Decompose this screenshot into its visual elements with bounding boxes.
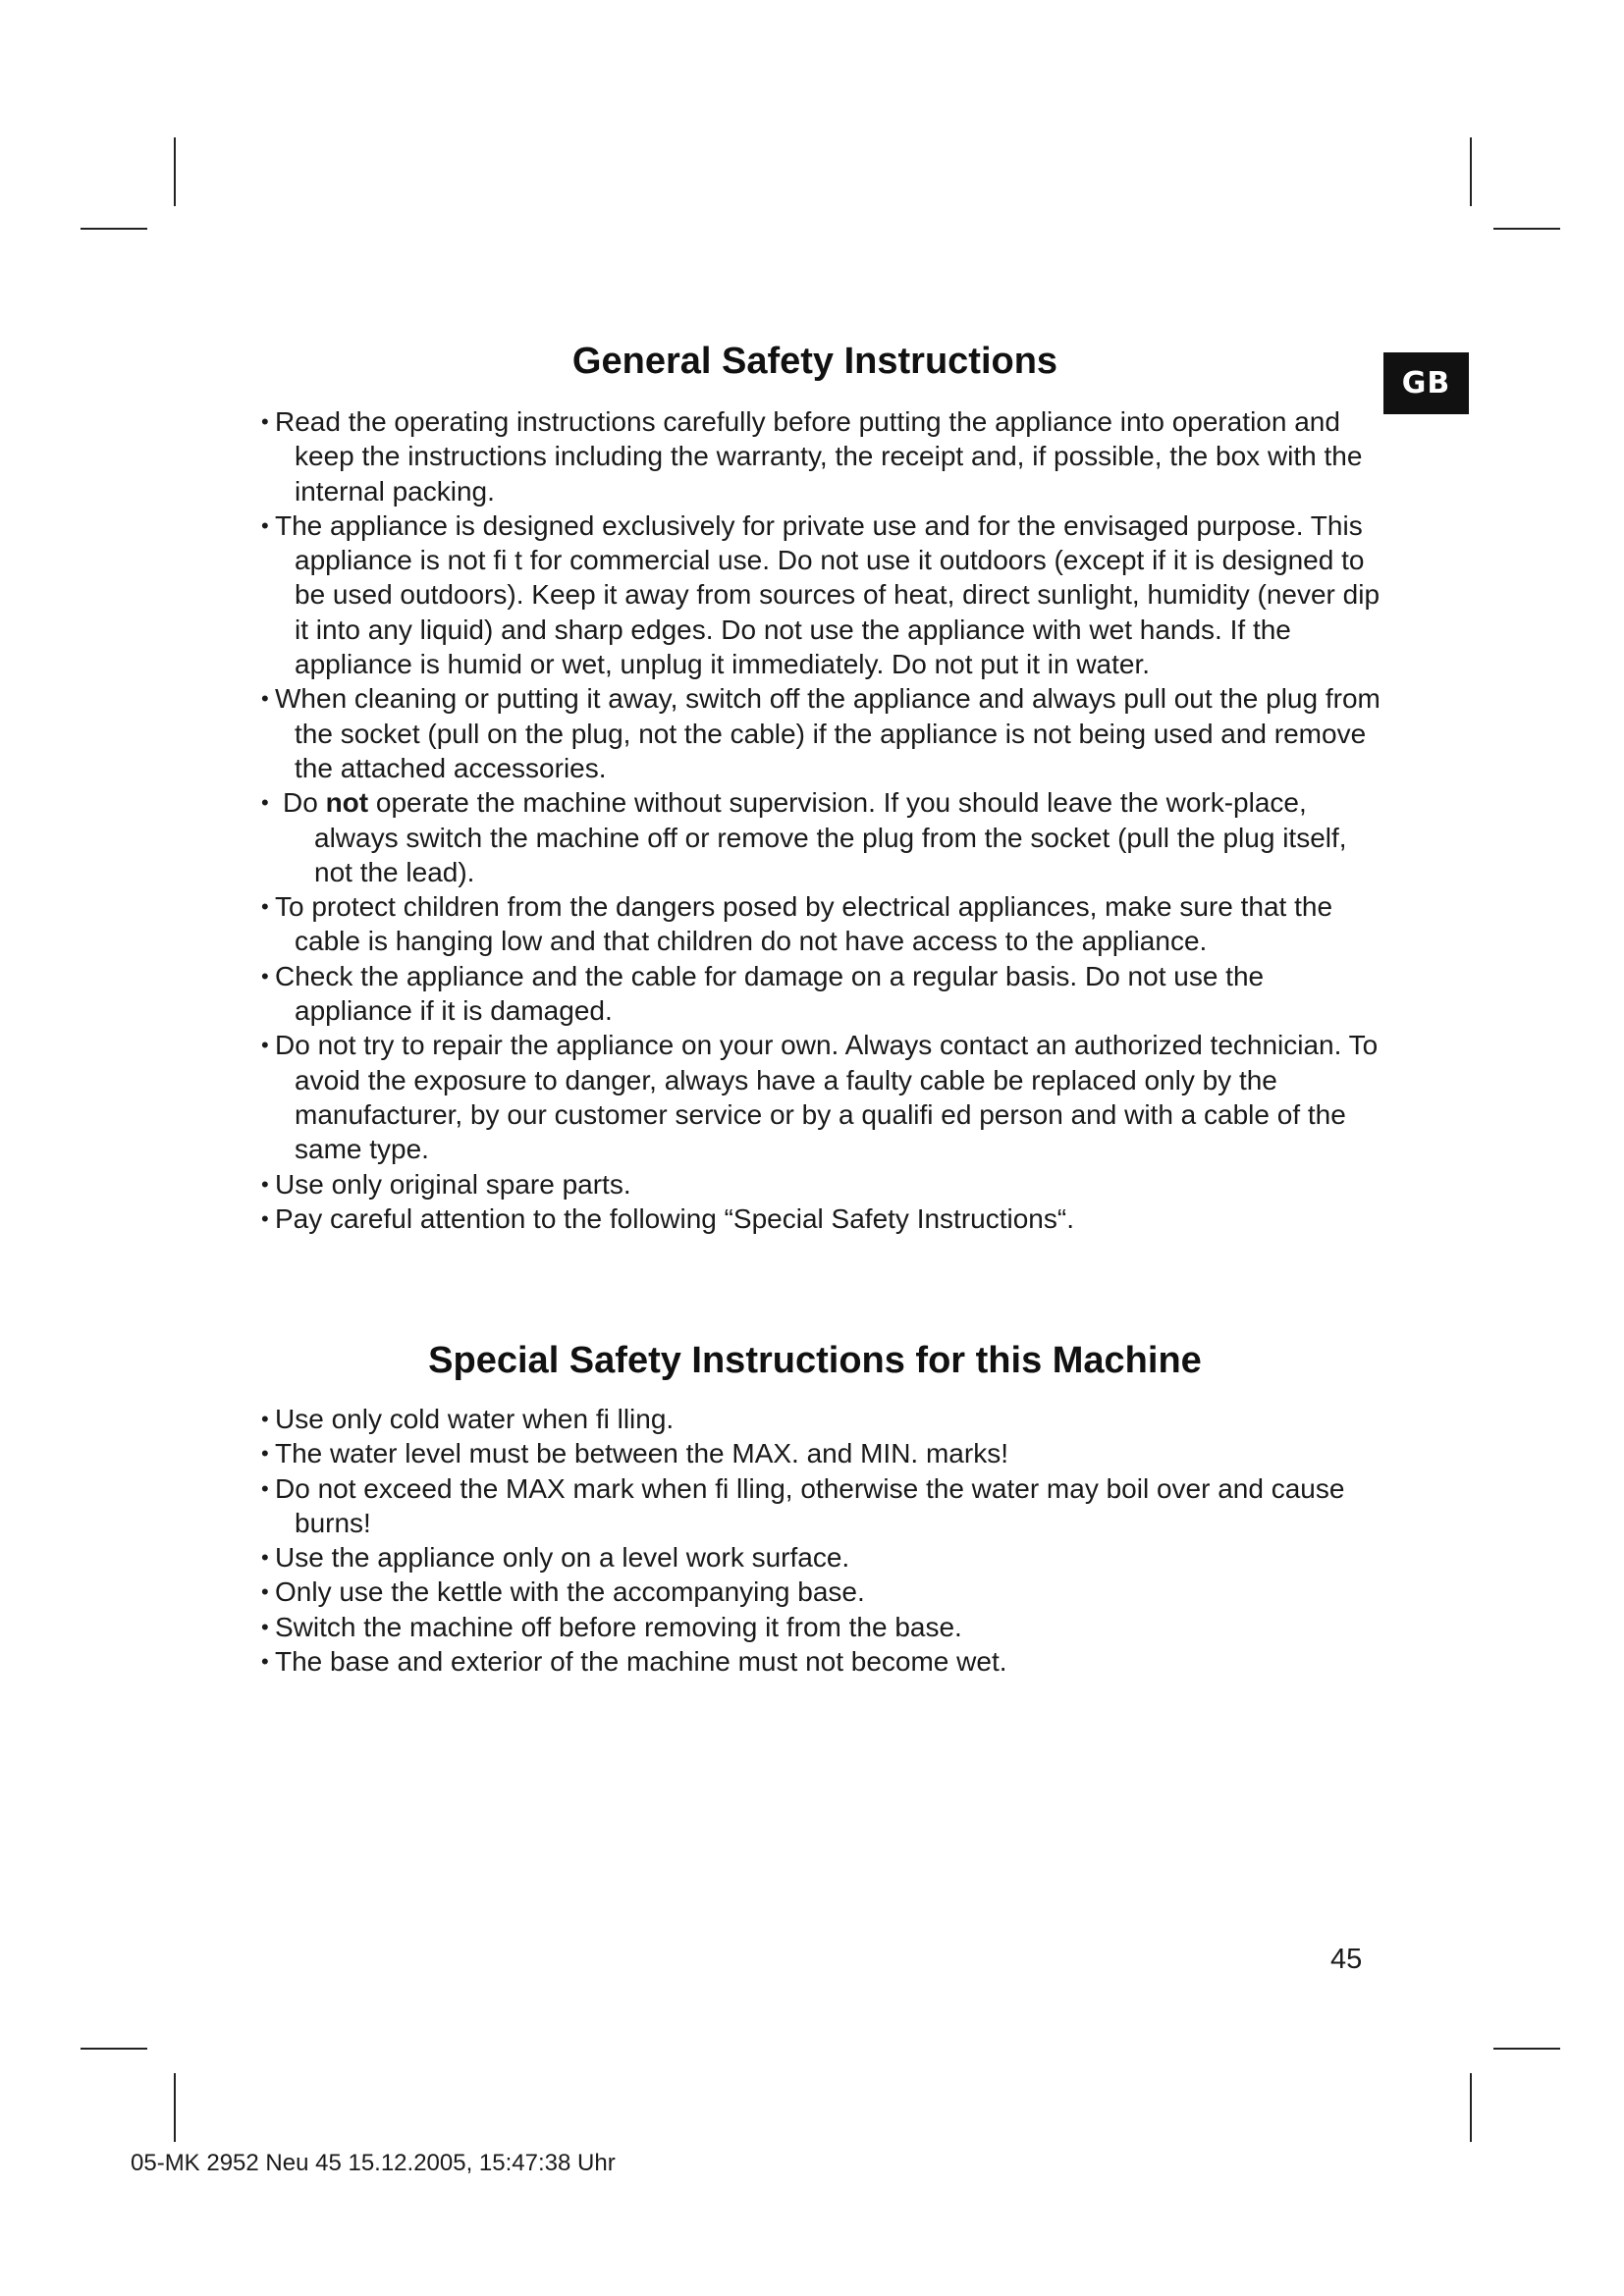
list-item: • Pay careful attention to the following “Special Safety Instructions“.	[263, 1201, 1382, 1236]
supervision-prefix: Do	[283, 787, 318, 819]
special-safety-list	[263, 1402, 1382, 1679]
crop-mark-top-left-horizontal	[81, 228, 147, 230]
supervision-emphasis: not	[325, 787, 369, 819]
special-safety-title: Special Safety Instructions for this Machine	[428, 1340, 1202, 1381]
list-item: • When cleaning or putting it away, switch off the appliance and always pull out the plug from the socket (pull on the plug, not the cable) if the appliance is not being used and remove the attached accessories.	[263, 681, 1382, 785]
list-item: • Only use the kettle with the accompanying base.	[263, 1575, 1382, 1609]
crop-mark-bottom-right-vertical	[1470, 2073, 1472, 2142]
crop-mark-top-right-vertical	[1470, 137, 1472, 206]
list-item: • Check the appliance and the cable for damage on a regular basis. Do not use the appliance if it is damaged.	[263, 959, 1382, 1029]
list-item: • The water level must be between the MAX. and MIN. marks!	[263, 1436, 1382, 1470]
list-item: • Do not exceed the MAX mark when fi lling, otherwise the water may boil over and cause burns!	[263, 1471, 1382, 1541]
list-item: • Use only cold water when fi lling.	[263, 1402, 1382, 1436]
language-badge: GB	[1383, 352, 1469, 414]
list-item: • Do not try to repair the appliance on your own. Always contact an authorized technician. To avoid the exposure to danger, always have a faulty cable be replaced only by the manufacturer, by our customer service or by a qualifi ed person and with a cable of the same type.	[263, 1028, 1382, 1166]
list-item: • The base and exterior of the machine must not become wet.	[263, 1644, 1382, 1679]
list-item: • Read the operating instructions carefully before putting the appliance into operation and keep the instructions including the warranty, the receipt and, if possible, the box with the internal packing.	[263, 404, 1382, 508]
crop-mark-top-left-vertical	[174, 137, 176, 206]
list-item: • To protect children from the dangers posed by electrical appliances, make sure that the cable is hanging low and that children do not have access to the appliance.	[263, 889, 1382, 959]
supervision-text: operate the machine without supervision. If you should leave the work-place, always switch the machine off or remove the plug from the socket (pull the plug itself, not the lead).	[314, 787, 1347, 887]
list-item: • Use only original spare parts.	[263, 1167, 1382, 1201]
general-safety-list	[263, 404, 1382, 1236]
print-slug: 05-MK 2952 Neu 45 15.12.2005, 15:47:38 Uhr	[131, 2150, 616, 2176]
crop-mark-bottom-left-vertical	[174, 2073, 176, 2142]
crop-mark-top-right-horizontal	[1493, 228, 1560, 230]
list-item: • The appliance is designed exclusively for private use and for the envisaged purpose. This appliance is not fi t for commercial use. Do not use it outdoors (except if it is designed to be used outdoors). Keep it away from sources of heat, direct sunlight, humidity (never dip it into any liquid) and sharp edges. Do not use the appliance with wet hands. If the appliance is humid or wet, unplug it immediately. Do not put it in water.	[263, 508, 1382, 681]
list-item: • Switch the machine off before removing it from the base.	[263, 1610, 1382, 1644]
general-safety-title: General Safety Instructions	[571, 341, 1058, 382]
list-item: • Use the appliance only on a level work surface.	[263, 1540, 1382, 1575]
list-item-supervision	[263, 785, 1382, 889]
crop-mark-bottom-right-horizontal	[1493, 2048, 1560, 2050]
page-number: 45	[1330, 1944, 1363, 1975]
crop-mark-bottom-left-horizontal	[81, 2048, 147, 2050]
